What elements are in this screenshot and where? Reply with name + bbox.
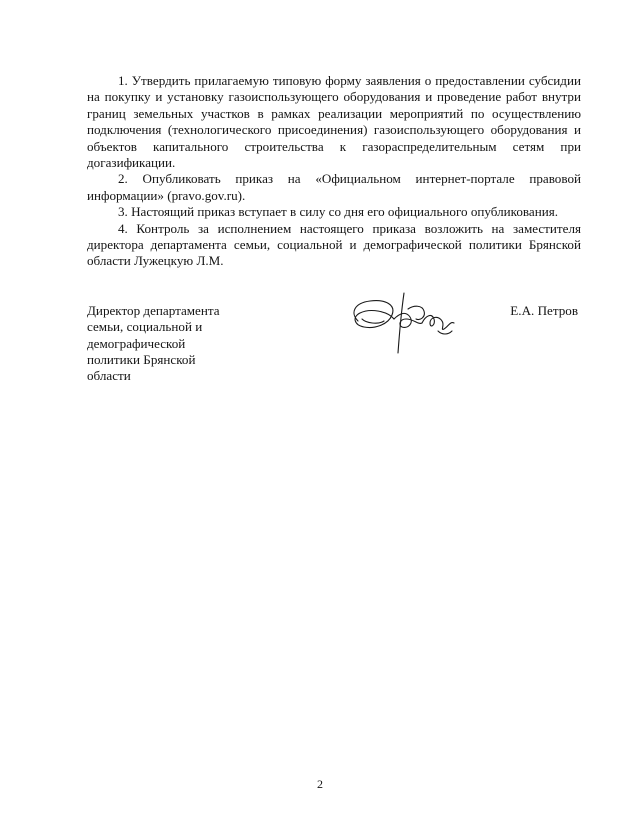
position-line: Директор департамента: [87, 303, 220, 318]
page-number: 2: [317, 777, 323, 791]
position-line: политики Брянской: [87, 351, 196, 367]
paragraph-1: 1. Утвердить прилагаемую типовую форму заявления о предоставлении субсидии на покупку и установку газоиспользующего оборудования и проведение работ внутри границ земельных участков в рамках реализации мероприятий по осуществлению подключения (технологического присоединения) газоиспользующего оборудования и объектов капитального строительства к газораспределительным сетям при догазификации.: [87, 73, 581, 171]
position-line: семьи, социальной и: [87, 319, 203, 335]
signatory-position: [87, 303, 267, 384]
position-line: демографической: [87, 335, 186, 351]
paragraph-2: 2. Опубликовать приказ на «Официальном интернет-портале правовой информации» (pravo.gov.ru).: [87, 171, 581, 203]
position-line: области: [87, 368, 131, 384]
order-body: [87, 73, 581, 270]
signatory-name: Е.А. Петров: [510, 303, 578, 318]
signature-block: [87, 303, 581, 393]
paragraph-4: 4. Контроль за исполнением настоящего приказа возложить на заместителя директора департамента семьи, социальной и демографической политики Брянской области Лужецкую Л.М.: [87, 220, 581, 269]
handwritten-signature-icon: [344, 289, 464, 359]
paragraph-3: 3. Настоящий приказ вступает в силу со дня его официального опубликования.: [118, 204, 559, 220]
